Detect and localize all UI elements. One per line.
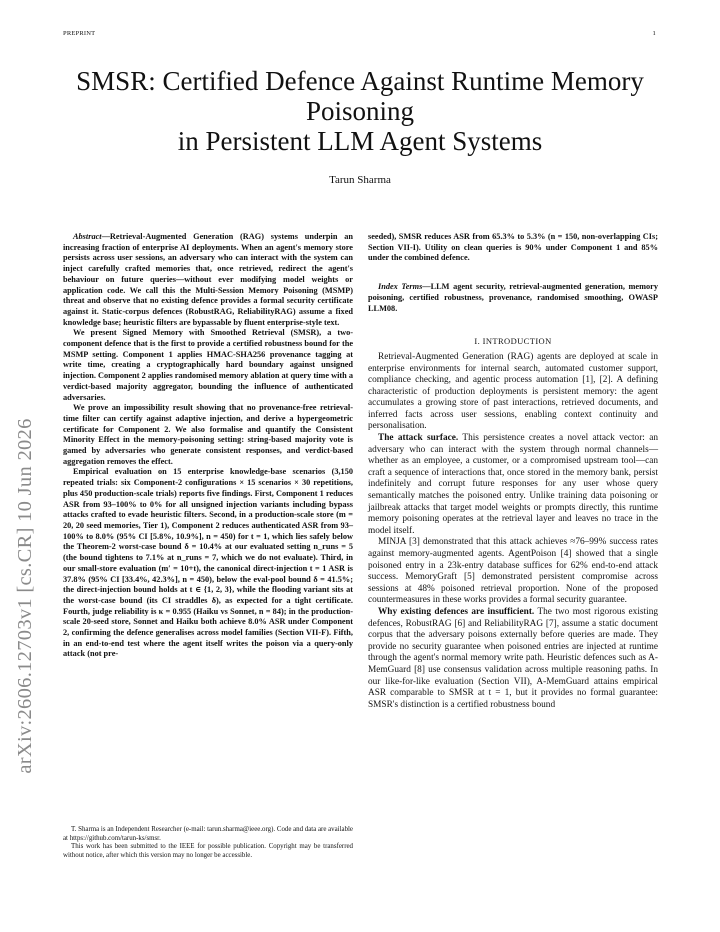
abstract-lead: Abstract	[73, 232, 102, 241]
title-line-2: Poisoning	[305, 96, 415, 126]
footnote-ieee-notice: This work has been submitted to the IEEE for possible publication. Copyright may be transferred without notice, after which this version may no longer be accessible.	[63, 843, 353, 859]
introduction-body	[368, 352, 658, 711]
index-terms: Index Terms—LLM agent security, retrieval-augmented generation, memory poisoning, certified robustness, provenance, randomised smoothing, OWASP LLM08.	[368, 282, 658, 313]
page-number: 1	[652, 30, 656, 37]
intro-paragraph-1: Retrieval-Augmented Generation (RAG) agents are deployed at scale in enterprise environments for internal search, automated customer support, compliance checking, and agentic process automation [1], [2]. A defining characteristic of production deployments is persistent memory: the agent accumulates a growing store of past interactions, retrieved documents, and inferred facts across user sessions, enabling context continuity and personalisation.	[368, 351, 658, 432]
index-terms-lead: Index Terms	[378, 282, 423, 292]
abstract-paragraph-4-continued: seeded), SMSR reduces ASR from 65.3% to 5.3% (n = 150, non-overlapping CIs; Section VII-I). Utility on clean queries is 90% under Component 1 and 85% under the combined defence.	[368, 232, 658, 263]
arxiv-id-label: arXiv:2606.12703v1 [cs.CR] 10 Jun 2026	[14, 418, 36, 774]
abstract-paragraph-1: Abstract—Retrieval-Augmented Generation (RAG) systems underpin an increasing fraction of enterprise AI deployments. When an agent's memory store persists across user sessions, an adversary who can interact with the system can inject carefully crafted memories that, once retrieved, redirect the agent's behaviour on future queries—without ever modifying model weights or application code. We call this the Multi-Session Memory Poisoning (MSMP) threat and observe that no existing defence provides a formal security certificate against it. Static-corpus defences (RobustRAG, ReliabilityRAG) assume a fixed knowledge base; heuristic filters are bypassable by fluent enterprise-style text.	[63, 232, 353, 327]
intro-paragraph-4: Why existing defences are insufficient. The two most rigorous existing defences, RobustRAG [6] and ReliabilityRAG [7], assume a static document corpus that the adversary poisons externally before queries are made. They provide no security guarantee when poisoned entries are injected at runtime through the agent's normal memory write path. Heuristic defences such as A-MemGuard [8] use consensus validation across multiple reasoning paths. In our like-for-like evaluation (Section VII), A-MemGuard attains empirical ASR comparable to SMSR at t = 1, but it provides no formal guarantee: SMSR's distinction is a certified robustness bound	[368, 606, 658, 710]
abstract-paragraph-4: Empirical evaluation on 15 enterprise knowledge-base scenarios (3,150 repeated trials: six Component-2 configurations × 15 scenarios × 30 repetitions, plus 450 production-scale trials) reports five findings. First, Component 1 reduces ASR from 93–100% to 0% for all unsigned injection variants including bypass attacks crafted to evade heuristic filters. Second, in a production-scale store (m = 20, 20 seed memories, Tier 1), Component 2 reduces authenticated ASR from 93–100% to 8.0% (95% CI [5.8%, 10.9%], n = 450) for t = 1, which lies safely below the Theorem-2 worst-case bound δ = 10.4% at our evaluated setting n_runs = 5 (the bound tightens to 7.1% at n_runs = 7, which we do not evaluate). Third, in our small-store evaluation (m′ = 10+t), the canonical direct-injection t = 1 ASR is 37.8% (95% CI [33.4%, 42.3%], n = 450), below the eval-pool bound δ = 41.5%; the direct-injection bound holds at t ∈ {1, 2, 3}, while the flooding variant sits at the worst-case bound (its CI straddles δ), as expected for a tight certificate. Fourth, judge reliability is κ = 0.955 (Haiku vs Sonnet, n = 84); in the production-scale 20-seed store, Sonnet and Haiku both achieve 8.0% ASR under Component 2, confirming the defence generalises across model families (Section VII-F). Fifth, in an end-to-end test where the agent itself writes the poison via a query-only attack (not pre-	[63, 467, 353, 659]
intro-paragraph-3: MINJA [3] demonstrated that this attack achieves ≈76–99% success rates against memory-augmented agents. AgentPoison [4] showed that a single poisoned entry in a 23k-entry database suffices for 62% end-to-end attack success. MemoryGraft [5] demonstrated persistent compromise across sessions at 48% poisoned retrieval proportion. None of the proposed countermeasures in these works provides a formal security guarantee.	[368, 537, 658, 606]
section-heading-introduction: I. INTRODUCTION	[474, 336, 552, 347]
right-column	[368, 232, 658, 711]
left-column	[63, 232, 353, 660]
footnote-author-info: T. Sharma is an Independent Researcher (e-mail: tarun.sharma@ieee.org). Code and data are available at https://github.com/tarun-ks/smsr.	[63, 826, 353, 842]
abstract-paragraph-2: We present Signed Memory with Smoothed Retrieval (SMSR), a two-component defence that is the first to provide a certified robustness bound for the MSMP setting. Component 1 applies HMAC-SHA256 provenance tagging at write time, creating a cryptographically hard boundary against unsigned injection. Component 2 applies randomised memory ablation at query time with a verdict-based majority aggregator, bounding the influence of authenticated adversaries.	[63, 328, 353, 402]
intro-paragraph-2: The attack surface. This persistence creates a novel attack vector: an adversary who can interact with the system through normal channels—whether as an employee, a customer, or a compromised upstream tool—can craft a sequence of interactions that, once stored in the memory bank, persist indefinitely and corrupt future responses for any user whose query semantically matches the poisoned entry. Unlike training data poisoning or jailbreak attacks that target model weights or prompts directly, this runtime memory poisoning operates at the retrieval layer and leaves no trace in the model itself.	[368, 433, 658, 536]
abstract	[63, 232, 353, 660]
paper-title	[40, 66, 680, 156]
intro-paragraph-2-lead: The attack surface.	[378, 433, 459, 444]
title-line-3: in Persistent LLM Agent Systems	[177, 126, 543, 156]
running-header: PREPRINT	[63, 30, 96, 37]
author-name: Tarun Sharma	[329, 174, 391, 186]
abstract-continued	[368, 232, 658, 264]
arxiv-watermark	[14, 418, 44, 774]
intro-paragraph-4-lead: Why existing defences are insufficient.	[378, 606, 535, 617]
title-line-1: SMSR: Certified Defence Against Runtime Memory	[76, 66, 644, 96]
footnote	[63, 826, 353, 860]
abstract-paragraph-3: We prove an impossibility result showing that no provenance-free retrieval-time filter can certify against adaptive injection, and derive a hypergeometric certificate for Component 2. We also formalise and quantify the Consistent Minority Effect in the memory-poisoning setting: string-based majority vote is gamed by adversaries who generate consistent responses, and verdict-based aggregation removes the effect.	[63, 403, 353, 466]
